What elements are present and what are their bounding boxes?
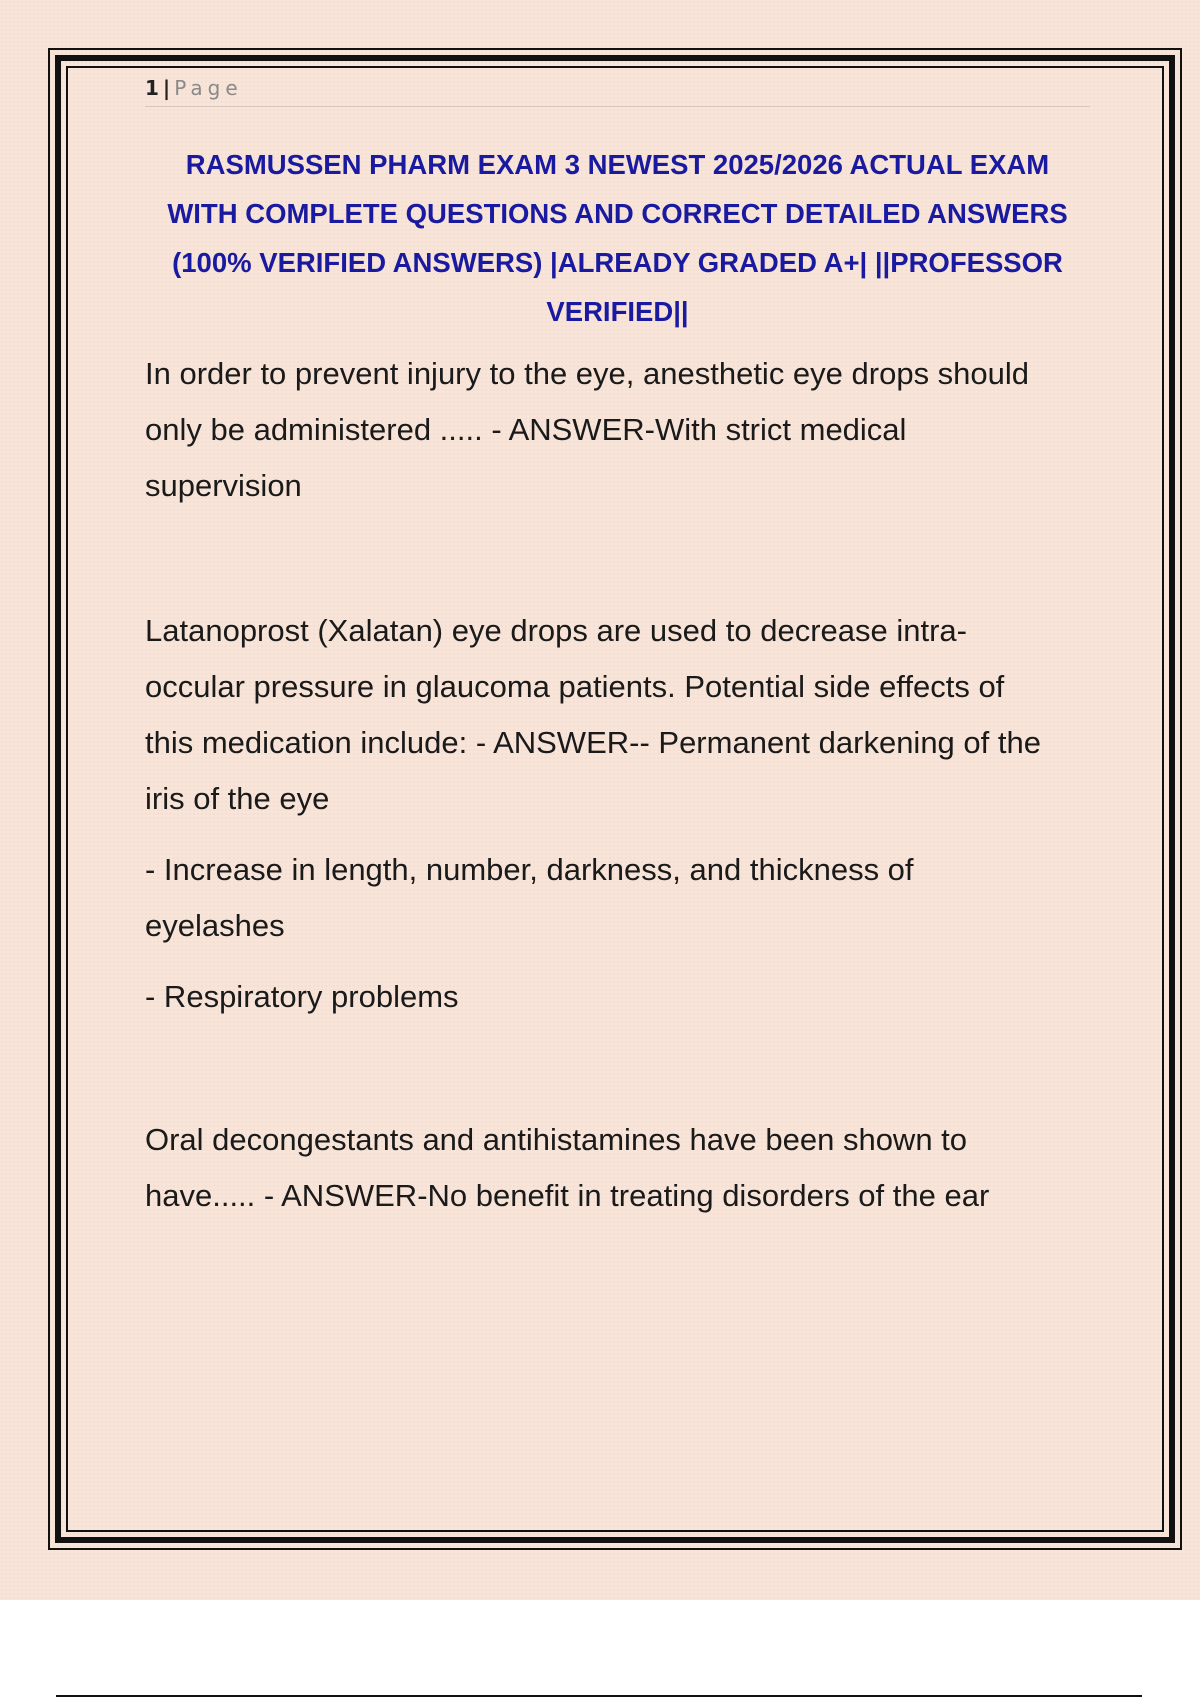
question-3	[145, 1112, 1095, 1224]
bottom-divider	[56, 1695, 1142, 1697]
question-1-line: only be administered ..... - ANSWER-With strict medical	[145, 412, 907, 447]
question-2-bullet-1	[145, 842, 1095, 954]
bullet-line: - Respiratory problems	[145, 979, 459, 1014]
question-2-line: Latanoprost (Xalatan) eye drops are used to decrease intra-	[145, 613, 967, 648]
question-1-line: In order to prevent injury to the eye, anesthetic eye drops should	[145, 356, 1030, 391]
title-line: WITH COMPLETE QUESTIONS AND CORRECT DETAILED ANSWERS	[167, 198, 1068, 229]
page-word: Page	[174, 76, 243, 100]
question-2	[145, 603, 1095, 827]
page-separator: |	[162, 76, 171, 100]
question-2-line: iris of the eye	[145, 781, 330, 816]
bullet-line: - Increase in length, number, darkness, and thickness of	[145, 852, 914, 887]
question-2-line: this medication include: - ANSWER-- Permanent darkening of the	[145, 725, 1041, 760]
title-line: VERIFIED||	[546, 296, 689, 327]
bullet-line: eyelashes	[145, 908, 285, 943]
question-1	[145, 346, 1095, 514]
page-header	[145, 74, 1090, 107]
question-3-line: have..... - ANSWER-No benefit in treating disorders of the ear	[145, 1178, 990, 1213]
document-title	[145, 140, 1090, 336]
question-2-bullet-2	[145, 969, 1095, 1025]
question-3-line: Oral decongestants and antihistamines have been shown to	[145, 1122, 968, 1157]
title-line: (100% VERIFIED ANSWERS) |ALREADY GRADED A+| ||PROFESSOR	[172, 247, 1063, 278]
page-number: 1	[145, 76, 159, 100]
question-2-line: occular pressure in glaucoma patients. Potential side effects of	[145, 669, 1005, 704]
question-1-line: supervision	[145, 468, 302, 503]
title-line: RASMUSSEN PHARM EXAM 3 NEWEST 2025/2026 ACTUAL EXAM	[185, 149, 1050, 180]
